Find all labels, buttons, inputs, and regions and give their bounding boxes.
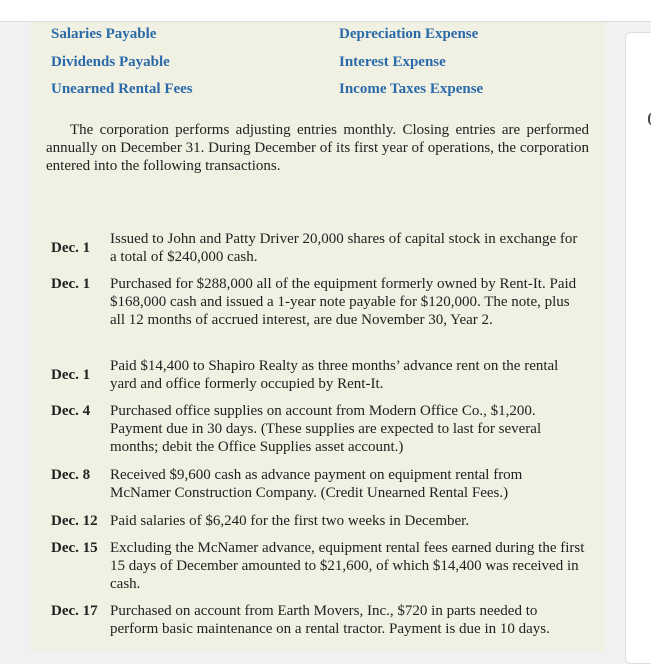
transaction-row xyxy=(51,602,591,638)
transaction-row xyxy=(51,357,591,393)
intro-paragraph: The corporation performs adjusting entries monthly. Closing entries are performed annually on December 31. During December of its first year of operations, the corporation entered into the following transactions. xyxy=(46,122,589,174)
transaction-row xyxy=(51,512,591,530)
transaction-description: Purchased for $288,000 all of the equipment formerly owned by Rent-It. Paid $168,000 cash and issued a 1-year note payable for $120,000. The note, plus all 12 months of accrued interest, are due November 30, Year 2. xyxy=(110,276,577,328)
transaction-date: Dec. 12 xyxy=(51,513,98,529)
transaction-date: Dec. 17 xyxy=(51,603,98,619)
account-income-taxes-expense: Income Taxes Expense xyxy=(339,81,484,97)
transaction-description: Excluding the McNamer advance, equipment rental fees earned during the first 15 days of December amounted to $21,600, of which $14,400 was received in cash. xyxy=(110,540,585,592)
account-dividends-payable: Dividends Payable xyxy=(51,54,170,70)
account-interest-expense: Interest Expense xyxy=(339,54,446,70)
top-bar xyxy=(0,0,651,22)
problem-content-panel xyxy=(31,22,604,651)
transaction-description: Paid salaries of $6,240 for the first two weeks in December. xyxy=(110,513,470,529)
transaction-description: Purchased office supplies on account from Modern Office Co., $1,200. Payment due in 30 days. (These supplies are expected to last for several months; debit the Office Supplies asset account.) xyxy=(110,403,542,455)
transaction-date: Dec. 1 xyxy=(51,367,91,383)
transaction-date: Dec. 8 xyxy=(51,467,91,483)
transaction-date: Dec. 15 xyxy=(51,540,98,556)
transaction-description: Received $9,600 cash as advance payment on equipment rental from McNamer Construction Company. (Credit Unearned Rental Fees.) xyxy=(110,467,523,501)
transaction-row xyxy=(51,275,591,329)
transaction-date: Dec. 1 xyxy=(51,276,91,292)
transaction-date: Dec. 1 xyxy=(51,240,91,256)
transaction-row xyxy=(51,402,591,456)
account-salaries-payable: Salaries Payable xyxy=(51,26,157,42)
transaction-description: Paid $14,400 to Shapiro Realty as three months’ advance rent on the rental yard and office formerly occupied by Rent-It. xyxy=(110,358,559,392)
transaction-row xyxy=(51,466,591,502)
side-panel-card[interactable] xyxy=(625,32,651,664)
transaction-row xyxy=(51,539,591,593)
transaction-description: Purchased on account from Earth Movers, Inc., $720 in parts needed to perform basic maintenance on a rental tractor. Payment is due in 10 days. xyxy=(110,603,550,637)
account-unearned-rental-fees: Unearned Rental Fees xyxy=(51,81,193,97)
account-depreciation-expense: Depreciation Expense xyxy=(339,26,479,42)
transaction-description: Issued to John and Patty Driver 20,000 shares of capital stock in exchange for a total of $240,000 cash. xyxy=(110,231,578,265)
transaction-date: Dec. 4 xyxy=(51,403,91,419)
transaction-row xyxy=(51,230,591,266)
